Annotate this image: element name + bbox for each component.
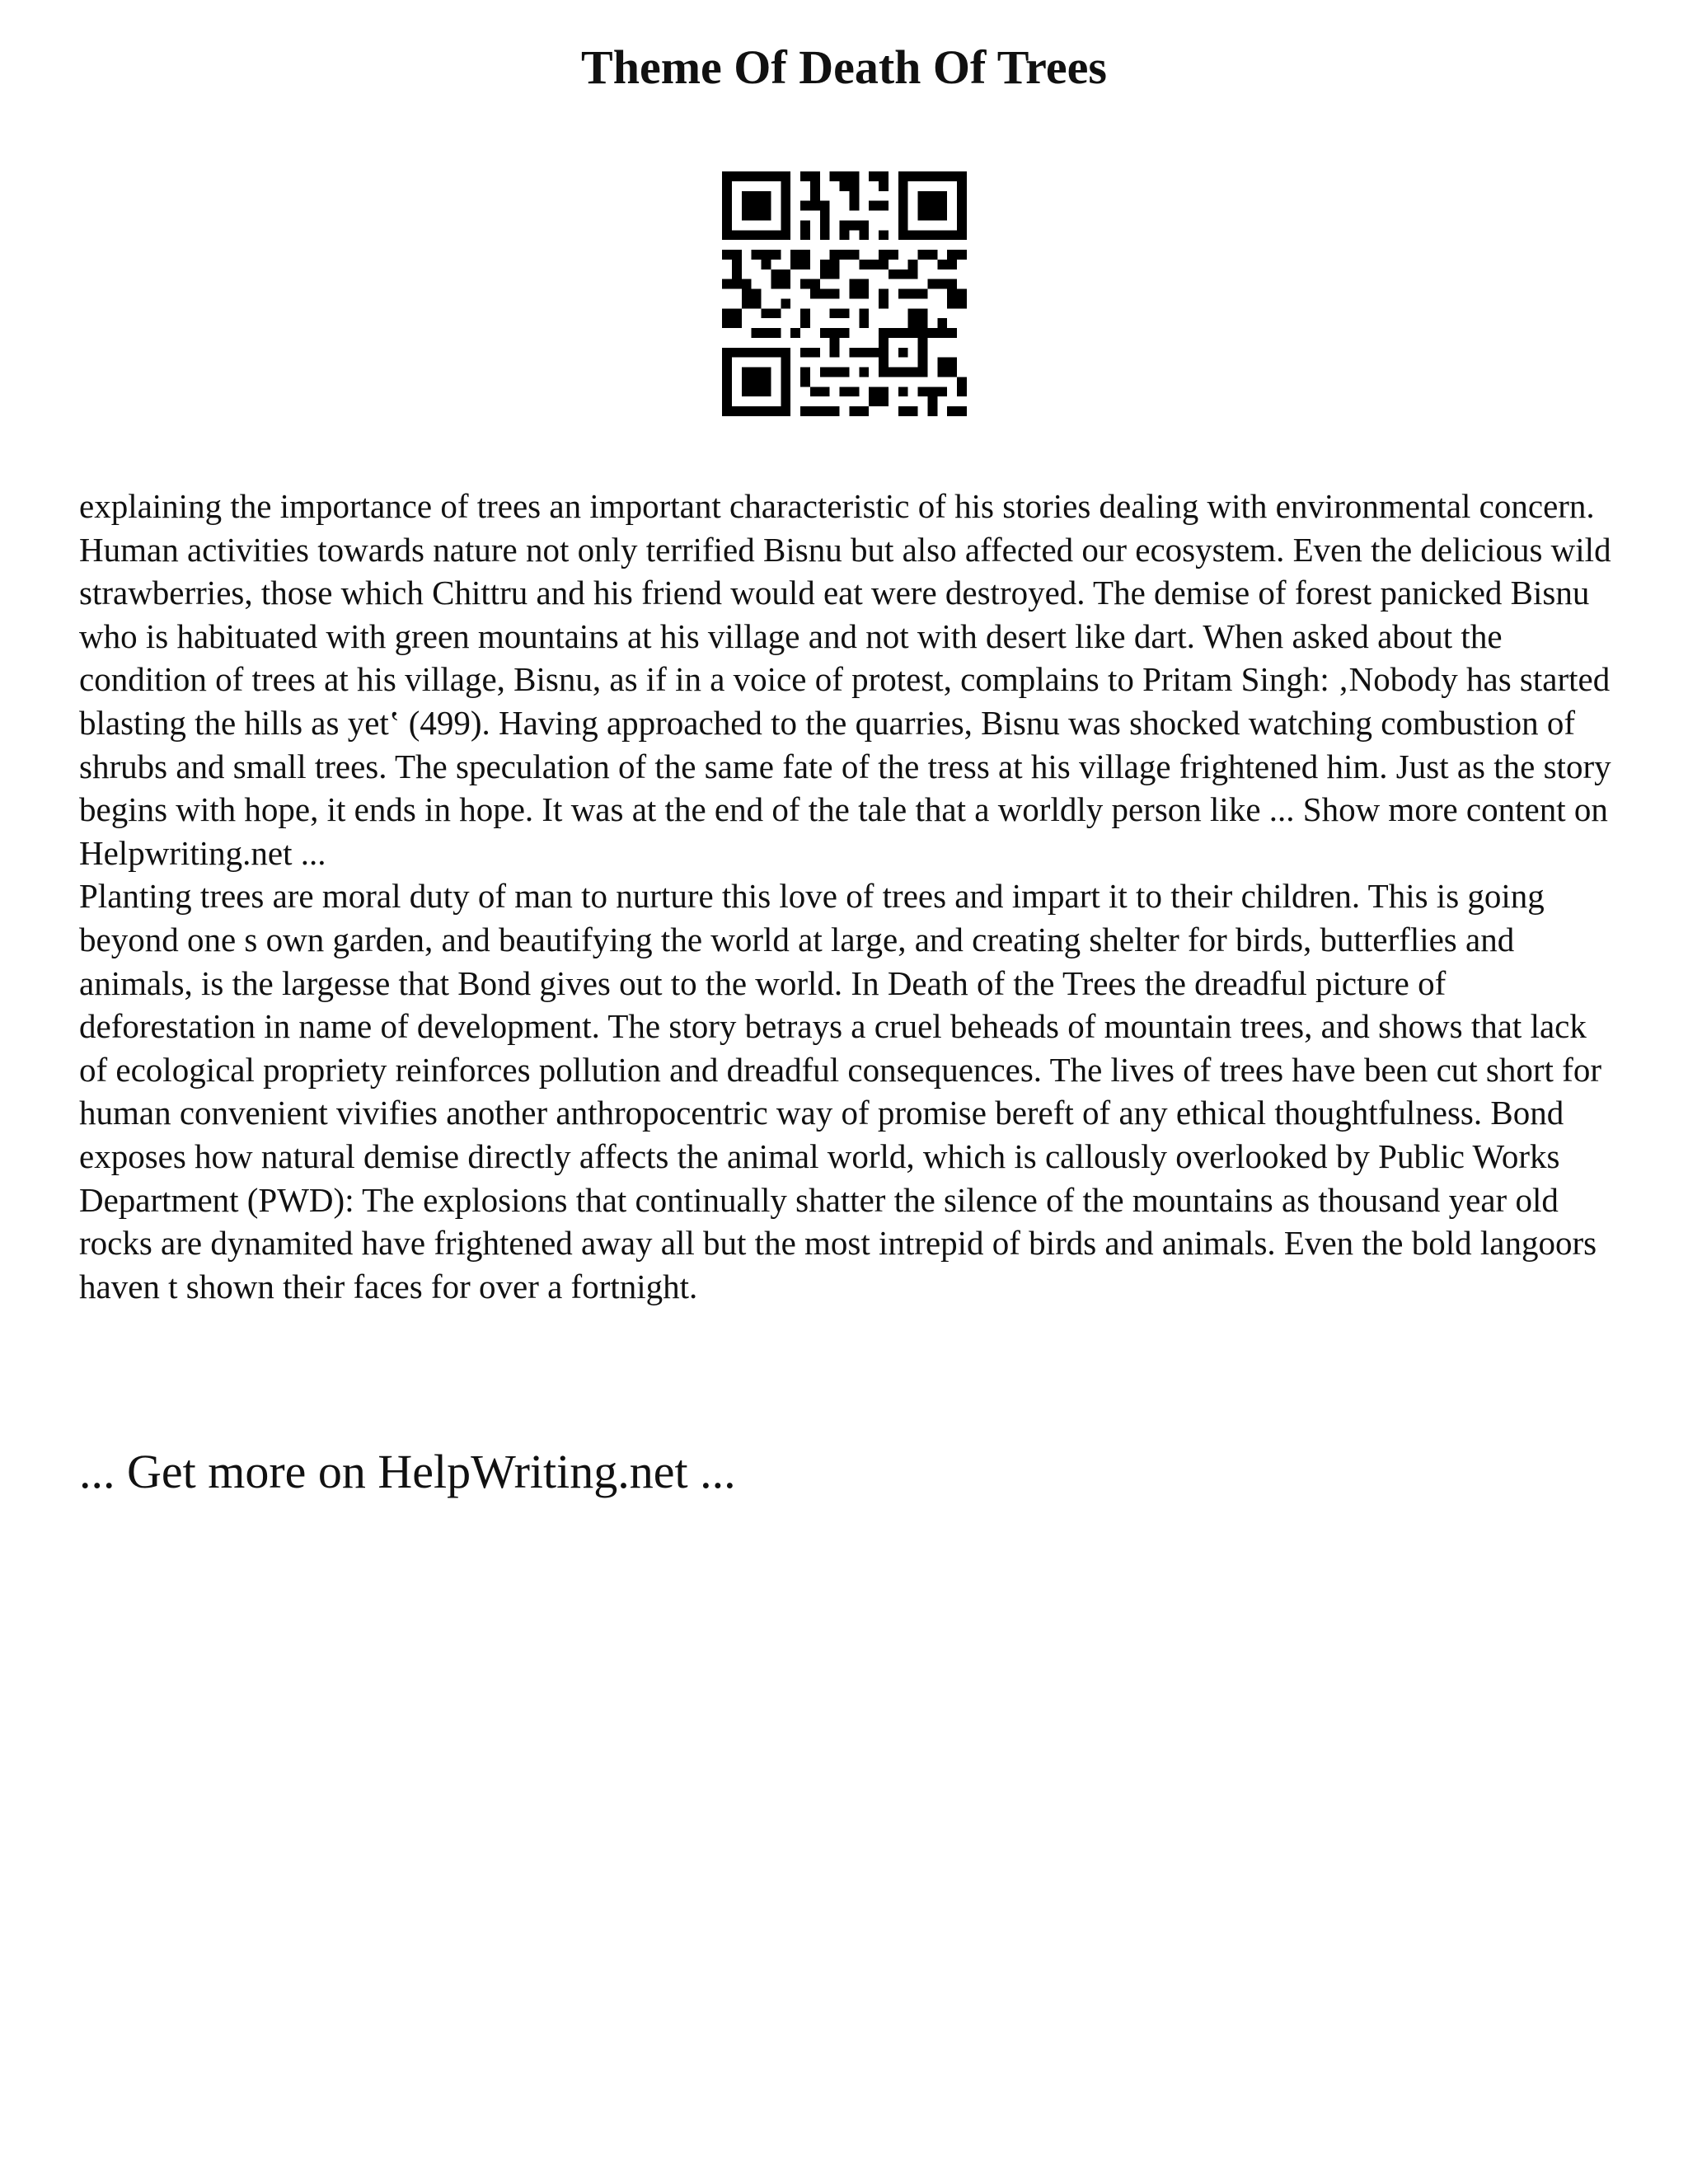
article-body (79, 485, 1612, 1308)
get-more-link[interactable]: ... Get more on HelpWriting.net ... (79, 1445, 736, 1498)
qr-code-icon (722, 171, 967, 416)
paragraph: Planting trees are moral duty of man to nurture this love of trees and impart it to their children. This is going beyond one s own garden, and beautifying the world at large, and creating shelter for birds, butterflies and animals, is the largesse that Bond gives out to the world. In Death of the Trees the dreadful picture of deforestation in name of development. The story betrays a cruel beheads of mountain trees, and shows that lack of ecological propriety reinforces pollution and dreadful consequences. The lives of trees have been cut short for human convenient vivifies another anthropocentric way of promise bereft of any ethical thoughtfulness. Bond exposes how natural demise directly affects the animal world, which is callously overlooked by Public Works Department (PWD): The explosions that continually shatter the silence of the mountains as thousand year old rocks are dynamited have frightened away all but the most intrepid of birds and animals. Even the bold langoors haven t shown their faces for over a fortnight. (79, 877, 1601, 1305)
paragraph: explaining the importance of trees an important characteristic of his stories dealing with environmental concern. Human activities towards nature not only terrified Bisnu but also affected our ecosystem. Even the delicious wild strawberries, those which Chittru and his friend would eat were destroyed. The demise of forest panicked Bisnu who is habituated with green mountains at his village and not with desert like dart. When asked about the condition of trees at his village, Bisnu, as if in a voice of protest, complains to Pritam Singh: ‚Nobody has started blasting the hills as yet‛ (499). Having approached to the quarries, Bisnu was shocked watching combustion of shrubs and small trees. The speculation of the same fate of the tress at his village frightened him. Just as the story begins with hope, it ends in hope. It was at the end of the tale that a worldly person like ... Show more content on Helpwriting.net ... (79, 487, 1611, 872)
document-title: Theme Of Death Of Trees (581, 40, 1107, 94)
